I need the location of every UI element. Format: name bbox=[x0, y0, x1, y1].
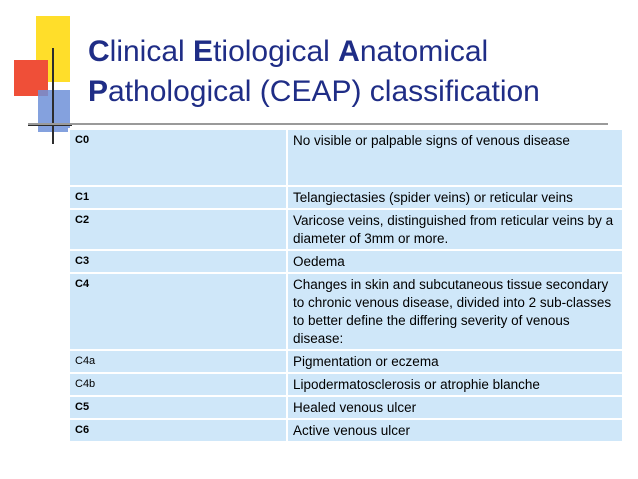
title-word-rest: natomical bbox=[359, 35, 489, 68]
ceap-classification-table bbox=[68, 128, 624, 443]
class-description-cell: No visible or palpable signs of venous disease bbox=[287, 129, 623, 186]
class-code-cell: C3 bbox=[69, 250, 287, 273]
class-description-cell: Changes in skin and subcutaneous tissue secondary to chronic venous disease, divided into 2 sub-classes to better define the differing severity of venous disease: bbox=[287, 273, 623, 350]
table-row bbox=[69, 419, 623, 442]
class-description-cell: Oedema bbox=[287, 250, 623, 273]
table-row bbox=[69, 250, 623, 273]
class-description-cell: Pigmentation or eczema bbox=[287, 350, 623, 373]
class-code-cell: C4 bbox=[69, 273, 287, 350]
class-code-cell: C6 bbox=[69, 419, 287, 442]
class-code-cell: C4a bbox=[69, 350, 287, 373]
class-description-cell: Active venous ulcer bbox=[287, 419, 623, 442]
title-word-rest: athological (CEAP) classification bbox=[108, 75, 540, 108]
title-initial: E bbox=[193, 35, 214, 68]
title-word-rest: linical bbox=[109, 35, 194, 68]
class-description-cell: Lipodermatosclerosis or atrophie blanche bbox=[287, 373, 623, 396]
class-description-cell: Telangiectasies (spider veins) or reticular veins bbox=[287, 186, 623, 209]
class-code-cell: C0 bbox=[69, 129, 287, 186]
table-row bbox=[69, 209, 623, 250]
class-code-cell: C5 bbox=[69, 396, 287, 419]
title-line-2 bbox=[88, 72, 540, 112]
table-row bbox=[69, 373, 623, 396]
table-row bbox=[69, 129, 623, 186]
title-initial: C bbox=[88, 35, 110, 68]
class-description-cell: Varicose veins, distinguished from reticular veins by a diameter of 3mm or more. bbox=[287, 209, 623, 250]
table-row bbox=[69, 273, 623, 350]
title-initial: P bbox=[88, 75, 109, 108]
title-underline-rule bbox=[28, 123, 608, 125]
class-code-cell: C4b bbox=[69, 373, 287, 396]
slide-title bbox=[88, 32, 540, 112]
table-row bbox=[69, 186, 623, 209]
title-line-1 bbox=[88, 32, 540, 72]
class-code-cell: C2 bbox=[69, 209, 287, 250]
table-row bbox=[69, 396, 623, 419]
decorative-vertical-line bbox=[52, 48, 54, 144]
table-row bbox=[69, 350, 623, 373]
class-code-cell: C1 bbox=[69, 186, 287, 209]
title-word-rest: tiological bbox=[213, 35, 339, 68]
title-initial: A bbox=[338, 35, 360, 68]
class-description-cell: Healed venous ulcer bbox=[287, 396, 623, 419]
